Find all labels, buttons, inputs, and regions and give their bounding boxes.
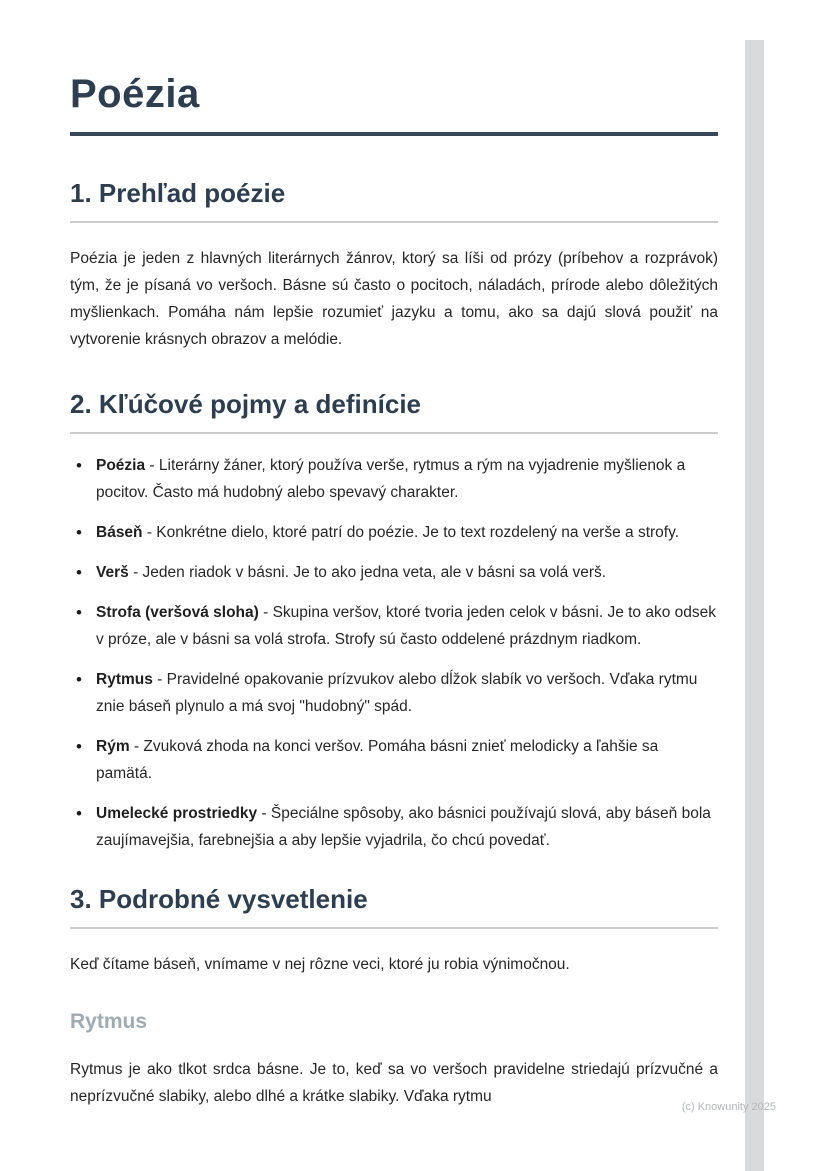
section-heading-key-terms: 2. Kľúčové pojmy a definície xyxy=(70,389,718,434)
document-content xyxy=(70,0,718,1110)
term-label: Umelecké prostriedky xyxy=(96,805,258,822)
paragraph-overview: Poézia je jeden z hlavných literárnych žánrov, ktorý sa líši od prózy (príbehov a rozprávok) tým, že je písaná vo veršoch. Básne sú často o pocitoch, náladách, prírode alebo dôležitých myšlienkach. Pomáha nám lepšie rozumieť jazyku a tomu, ako sa dajú slová použiť na vytvorenie krásnych obrazov a melódie. xyxy=(70,250,718,348)
term-label: Báseň xyxy=(96,524,143,541)
term-label: Verš xyxy=(96,564,129,581)
list-item xyxy=(70,599,718,653)
list-item xyxy=(70,666,718,720)
term-definition: - Konkrétne dielo, ktoré patrí do poézie. Je to text rozdelený na verše a strofy. xyxy=(142,524,679,541)
paragraph-rytmus: Rytmus je ako tlkot srdca básne. Je to, keď sa vo veršoch pravidelne striedajú prízvučné a neprízvučné slabiky, alebo dlhé a krátke slabiky. Vďaka rytmu xyxy=(70,1061,718,1105)
list-item xyxy=(70,519,718,546)
subsection-heading-rytmus: Rytmus xyxy=(70,1010,148,1033)
term-definition: - Literárny žáner, ktorý používa verše, rytmus a rým na vyjadrenie myšlienok a pocitov. Často má hudobný alebo spevavý charakter. xyxy=(96,457,686,501)
page-title: Poézia xyxy=(70,72,200,116)
term-label: Strofa (veršová sloha) xyxy=(96,604,259,621)
list-item xyxy=(70,559,718,586)
term-label: Rým xyxy=(96,738,130,755)
watermark: (c) Knowunity 2025 xyxy=(681,1101,776,1113)
list-item xyxy=(70,800,718,854)
list-item xyxy=(70,452,718,506)
term-label: Rytmus xyxy=(96,671,153,688)
term-definition: - Skupina veršov, ktoré tvoria jeden celok v básni. Je to ako odsek v próze, ale v básni sa volá strofa. Strofy sú často oddelené prázdnym riadkom. xyxy=(96,604,717,648)
scrollbar-track[interactable] xyxy=(745,40,764,1171)
term-definition: - Zvuková zhoda na konci veršov. Pomáha básni znieť melodicky a ľahšie sa pamätá. xyxy=(96,738,659,782)
paragraph-details-intro: Keď čítame báseň, vnímame v nej rôzne veci, ktoré ju robia výnimočnou. xyxy=(70,956,570,973)
term-definition: - Pravidelné opakovanie prízvukov alebo dĺžok slabík vo veršoch. Vďaka rytmu znie báseň plynulo a má svoj "hudobný" spád. xyxy=(96,671,698,715)
term-list xyxy=(70,452,718,854)
section-heading-details: 3. Podrobné vysvetlenie xyxy=(70,884,718,929)
title-divider xyxy=(70,132,718,136)
term-label: Poézia xyxy=(96,457,146,474)
list-item xyxy=(70,733,718,787)
term-definition: - Špeciálne spôsoby, ako básnici používajú slová, aby báseň bola zaujímavejšia, farebnejšia a aby lepšie vyjadrila, čo chcú povedať. xyxy=(96,805,711,849)
term-definition: - Jeden riadok v básni. Je to ako jedna veta, ale v básni sa volá verš. xyxy=(128,564,607,581)
section-heading-overview: 1. Prehľad poézie xyxy=(70,178,718,223)
